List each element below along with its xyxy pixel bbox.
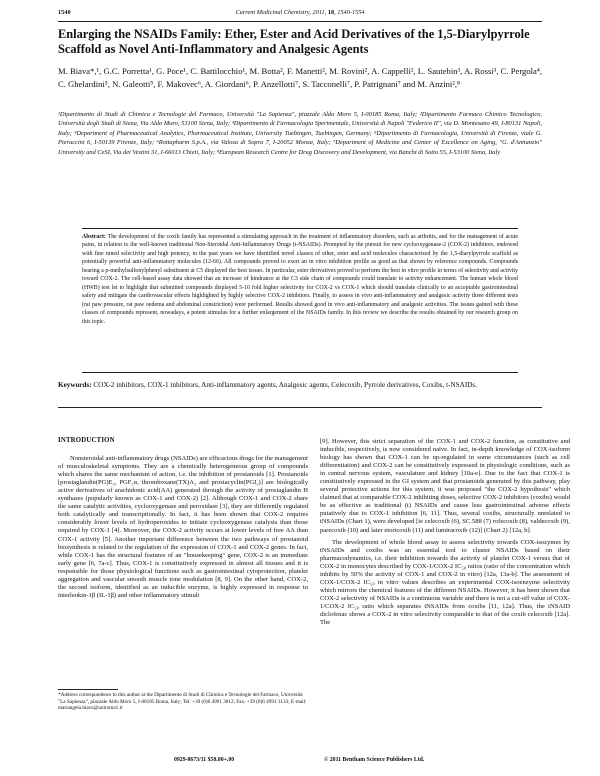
affiliations: ¹Dipartimento di Studi di Chimica e Tecnologie del Farmaco, Università "La Sapienza", piazzale Aldo Moro 5, I-00185 Roma, Italy; ²Dipartimento Farmaco Chimico Tecnologico, Università degli Studi di Siena, Via Aldo Moro, 53100 Siena, Italy; ³Dipartimento di Farmacologia Sperimentale, Università di Napoli "Federico II", via D. Montesano 49, I-80131 Napoli, Italy; ⁴Department of Pharmaceutical Analytics, Pharmaceutical Institute, University Tuebingen, Tuebingen, Germany; ⁵Dipartimento di Farmacologia, Università di Firenze, viale G. Pieraccini 6, I-50139 Firenze, Italy; ⁶Rottapharm S.p.A., via Valosa di Sopra 7, I-20052 Monza, Italy; ⁷Department of Medicine and Center of Excellence on Aging, "G. d'Annunzio" University and CeSI, Via dei Vestini 31, I-66013 Chieti, Italy; ⁸European Research Centre for Drug Discovery and Development, via Banchi di Sotto 55, I-53100 Siena, Italy xyxy=(58,111,542,156)
journal-citation xyxy=(58,9,542,16)
abstract-label: Abstract: xyxy=(82,234,106,240)
correspondence-footnote: *Address correspondence to this author at the Dipartimento di Studi di Chimica e Tecnologie del Farmaco, Università "La Sapienza", piazzale Aldo Moro 5, I-00185 Roma, Italy; Tel: +39 (0)6 4991 3812; Fax: +39 (0)6 4991 3133; E-mail: mariangela.biava@uniroma1.it xyxy=(58,692,307,711)
abstract-bottom-rule xyxy=(82,372,518,373)
journal-year: 2011, xyxy=(312,9,328,16)
journal-volume: 18 xyxy=(327,9,335,16)
keywords xyxy=(58,380,542,390)
footnote-rule xyxy=(58,689,118,690)
copyright: © 2011 Bentham Science Publishers Ltd. xyxy=(324,757,425,763)
journal-pages: , 1540-1554 xyxy=(334,9,365,16)
abstract xyxy=(82,233,518,326)
keywords-label: Keywords: xyxy=(58,381,92,389)
header-rule xyxy=(58,21,542,22)
running-header xyxy=(58,9,542,19)
author-list: M. Biava*,¹, G.C. Porretta¹, G. Poce¹, C. Battilocchio¹, M. Botta², F. Manetti², M. Rovini², A. Cappelli², L. Sautebin³, A. Rossi³, C. Pergola⁴, C. Ghelardini⁵, N. Galeotti⁵, F. Makovec⁶, A. Giordani⁶, P. Anzellotti⁷, S. Tacconelli⁷, P. Patrignani⁷ and M. Anzini²,⁸ xyxy=(58,66,542,89)
article-title: Enlarging the NSAIDs Family: Ether, Ester and Acid Derivatives of the 1,5-Diarylpyrrole Scaffold as Novel Anti-Inflammatory and Analgesic Agents xyxy=(58,27,530,56)
keywords-text: COX-2 inhibitors, COX-1 inhibitors, Anti-inflammatory agents, Analgesic agents, Celecoxib, Pyrrole derivatives, Coxibs, t-NSAIDs. xyxy=(93,381,478,389)
page-number: 1540 xyxy=(58,9,71,16)
issn-price: 0929-8673/11 $58.00+.00 xyxy=(174,757,235,763)
journal-name: Current Medicinal Chemistry, xyxy=(235,9,313,16)
paragraph: [9]. However, this strict separation of the COX-1 and COX-2 function, as constitutive and inducible, respectively, is now considered naïve. In fact, in-depth knowledge of COX-isoform biology has shown that COX-1 can be up-regulated in some circumstances (such as cell differentiation) and COX-2 can be constitutively expressed in physiologic conditions, such as in central nervous system, vasculature and kidney [10a-e]. Due to the fact that COX-1 is constitutively expressed in the GI system and that prostanoids generated by this pathway, play several protective actions for this system, it was proposed "the COX-2 hypothesis" which claimed that at comparable COX-2 inhibiting doses, selective COX-2 inhibitors (coxibs) would be as effective as traditional (t) NSAIDs and cause less gastrointestinal adverse effects putatively due to COX-1 inhibition [6, 11]. Thus, several coxibs, structurally unrelated to tNSAIDs (Chart 1), were developed [ie celecoxib (6), SC.588 (7) rofecoxib (8), valdecoxib (9), parecoxib (10) and later etoricoxib (11) and lumiracoxib (12)] (Chart 2) [12a, b]. xyxy=(320,438,570,534)
left-column xyxy=(58,437,308,600)
section-heading: INTRODUCTION xyxy=(58,437,115,444)
keywords-rule xyxy=(58,407,542,408)
right-column xyxy=(320,438,570,627)
paragraph: Nonsteroidal anti-inflammatory drugs (NSAIDs) are efficacious drugs for the management of musculoskeletal symptoms. They are a chemically heterogeneous group of compounds which shares the same mechanism of action, i.e. the inhibition of prostanoids [1]. Prostanoids [prostaglandin(PG)E₂, PGF₂α, thromboxane(TX)A₂ and prostacyclin(PGI₂)] are biologically active derivatives of arachidonic acid(AA) generated through the activity of prostaglandin H synthases (popularly known as COX-1 and COX-2) [2]. Although COX-1 and COX-2 share the same catalytic activities, cyclooxygenase and peroxidase [3], they are differently regulated both catalytically and transcriptionally. In fact, it has been shown that COX-2 requires considerably lower levels of hydroperoxides to initiate cyclooxygenase catalysis than those required by COX-1 [4]. Moreover, the COX-2 activity occurs at lower levels of free AA than COX-1 activity [5]. Another important difference between the two pathways of prostanoid biosynthesis is related to the regulation of the expression of COX-1 and COX-2 genes. In fact, while COX-1 has the structural features of an "housekeeping" gene, COX-2 is an immediate early gene [6, 7a-c]. Thus, COX-1 is constitutively expressed in almost all tissues and it is responsible for those physiological functions such as gastrointestinal cytoprotection, platelet aggregation and vascular smooth muscle tone modulation [8, 9]. On the other hand, COX-2, the second isoform, identified as an inducible enzyme, is highly expressed in response to interleukin-1β (IL-1β) and other inflammatory stimuli xyxy=(58,455,308,599)
paragraph: The development of whole blood assay to assess selectivity towards COX-isozymes by tNSAIDs and coxibs was an essential tool to cluster NSAIDs based on their pharmacodynamics, i.e. their inhibition towards the activity of platelet COX-1 versus that of COX-2 in monocytes described by COX-1/COX-2 IC₅₀ ratios (ratio of the concentration which inhibits by 50% the activity of COX-1 and COX-2 in vitro) [12a, 13a-b]. The assessment of COX-1/COX-2 IC₅₀ in vitro values describes an experimental COX-isoenzyme selectivity which mirrors the chemical features of the different NSAIDs. However, it has been shown that COX-2 selectivity of NSAIDs is a continuous variable and there is not a cut-off value of COX-1/COX-2 IC₅₀ ratio which separates tNSAIDs from coxibs [11, 12a]. Thus, the tNSAID diclofenac shows a COX-2 in vitro selectivity comparable to that of the coxib celecoxib [12a]. The xyxy=(320,538,570,627)
abstract-top-rule xyxy=(82,228,518,229)
abstract-text: The development of the coxib family has represented a stimulating approach in the treatment of inflammatory disorders, such as arthritis, and for the management of acute pains, in relation to the well-known traditional Non-Steroidal Anti-Inflammatory Drugs (t-NSAIDs). Prompted by the pursuit for new cyclooxygenase-2 (COX-2) inhibitors, endowed with fine tuned selectivity and high potency, in the past years we have identified novel classes of ether, ester and acid molecules characterized by the 1,5-diarylpyrrole scaffold as potentially powerful anti-inflammatory molecules (12-66). All compounds proved to exert an in vitro inhibition profile as good as that shown by reference compounds. Compounds bearing a p-methylsulfonylphenyl substituent at C5 displayed the best issues. In particular, ester derivatives proved to perform the best in vitro profile in terms of selectivity and activity toward COX-2. The cell-based assay data showed that an increase of hindrance at the C3 side chain of compounds could translate to activity enhancement. The human whole blood (HWB) test let to highlight that submitted compounds displayed 5-10 fold higher selectivity for COX-2 vs COX-1 which should translate clinically to an acceptable gastrointestinal safety and mitigate the cardiovascular effects highlighted by highly selective COX-2 inhibitors. Finally, to assess in vivo anti-inflammatory and analgesic activity three different tests (rat paw pressure, rat paw oedema and abdominal constriction) were performed. Results showed good in vivo anti-inflammatory and analgesic activities. The issues gained with these classes of compounds represent, nowadays, a potent stimulus for a further enlargement of the NSAIDs family. In this review we describe the results obtained by our research group on this topic. xyxy=(82,234,518,325)
